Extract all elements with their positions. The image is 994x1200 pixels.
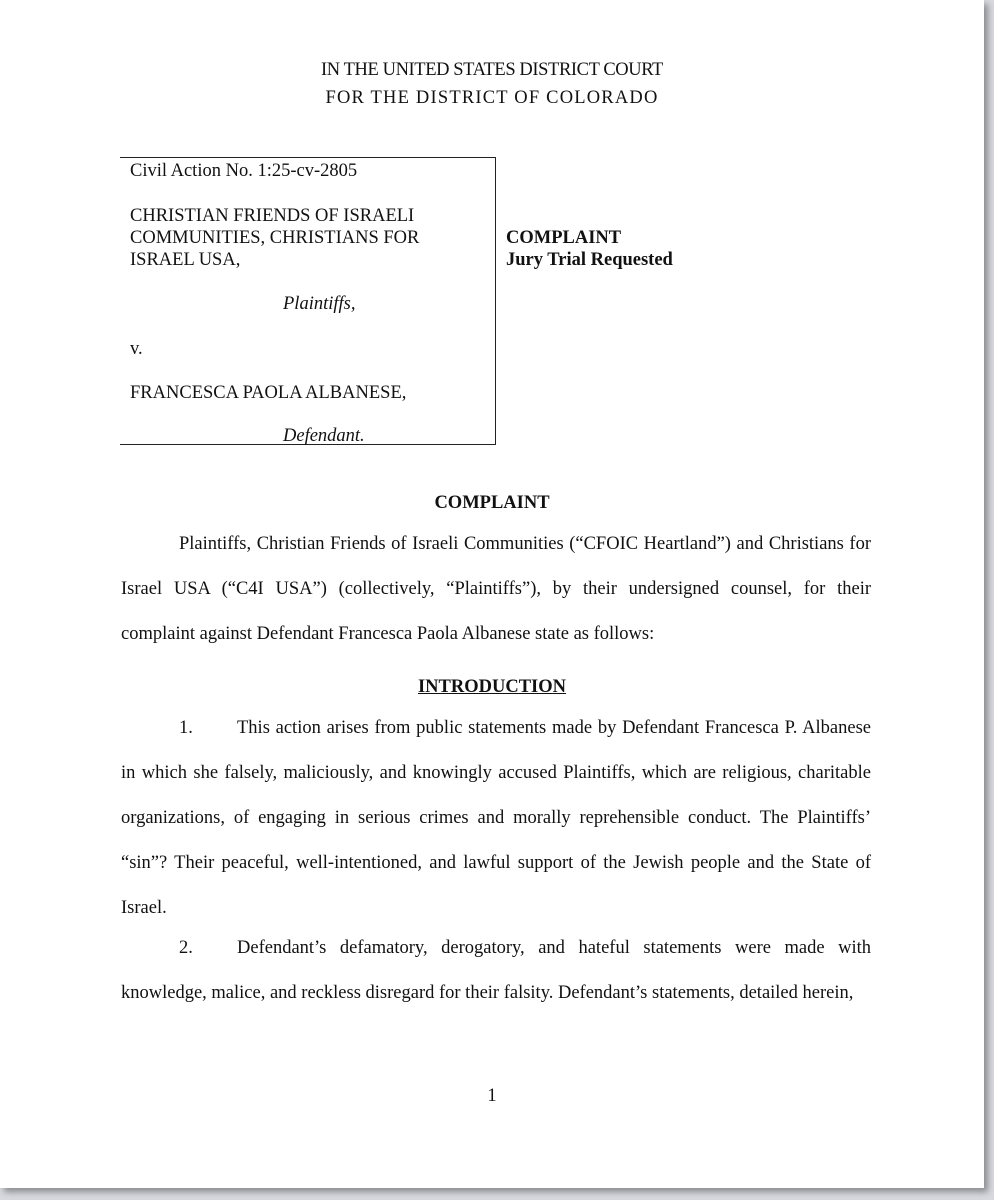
introduction-heading: INTRODUCTION: [417, 677, 567, 697]
paragraph-number: 2.: [179, 938, 193, 958]
jury-trial-requested: Jury Trial Requested: [506, 250, 673, 270]
case-number: Civil Action No. 1:25-cv-2805: [130, 161, 358, 181]
paragraph-number: 1.: [179, 718, 193, 738]
court-district: FOR THE DISTRICT OF COLORADO: [325, 88, 659, 108]
intro-paragraph: Plaintiffs, Christian Friends of Israeli Communities (“CFOIC Heartland”) and Christians for Israel USA (“C4I USA”) (collectively, “Plaintiffs”), by their undersigned counsel, for their complaint against Defendant Francesca Paola Albanese state as follows:: [121, 534, 871, 644]
paragraph-text: This action arises from public statements made by Defendant Francesca P. Albanese in which she falsely, maliciously, and knowingly accused Plaintiffs, which are religious, charitable organizations, of engaging in serious crimes and morally reprehensible conduct. The Plaintiffs’ “sin”? Their peaceful, well-intentioned, and lawful support of the Jewish people and the State of Israel.: [121, 718, 871, 918]
document-type-title: COMPLAINT: [506, 228, 622, 248]
complaint-heading: COMPLAINT: [434, 493, 550, 513]
court-header: [0, 56, 984, 112]
versus: v.: [130, 339, 143, 359]
case-caption-box: [120, 157, 496, 445]
defendant-name: FRANCESCA PAOLA ALBANESE,: [130, 383, 407, 403]
court-name: IN THE UNITED STATES DISTRICT COURT: [321, 60, 663, 80]
paragraph-2: [121, 926, 871, 1016]
paragraph-1: [121, 706, 871, 931]
defendant-role: Defendant.: [283, 426, 365, 446]
plaintiffs-names: CHRISTIAN FRIENDS OF ISRAELI COMMUNITIES, CHRISTIANS FOR ISRAEL USA,: [130, 206, 420, 270]
page-number: 1: [487, 1086, 497, 1106]
plaintiffs-role: Plaintiffs,: [283, 294, 356, 314]
document-type: [506, 227, 673, 271]
paragraph-text: Defendant’s defamatory, derogatory, and hateful statements were made with knowledge, malice, and reckless disregard for their falsity. Defendant’s statements, detailed herein,: [121, 938, 871, 1003]
